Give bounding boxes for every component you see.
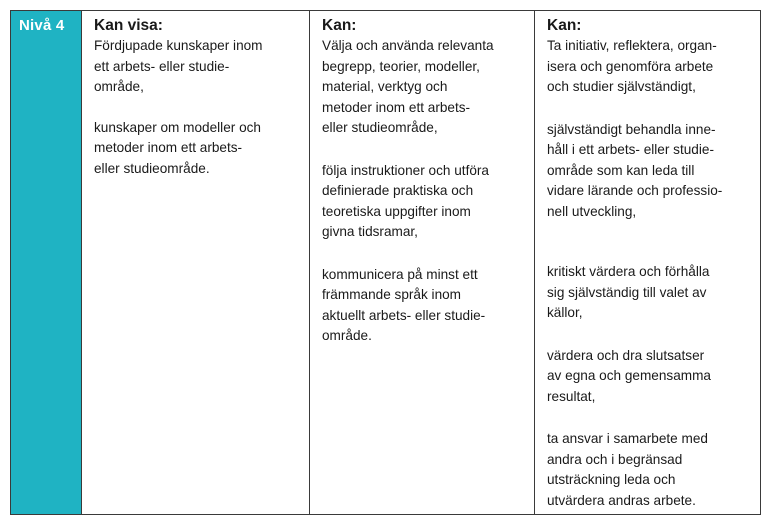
competence-column: [535, 11, 760, 514]
column-heading: Kan:: [547, 17, 582, 34]
skills-column: [310, 11, 535, 514]
list-item: Välja och använda relevanta begrepp, teorier, modeller, material, verktyg och metoder inom ett arbets- eller studieområde,: [322, 38, 494, 135]
list-item: kommunicera på minst ett främmande språk inom aktuellt arbets- eller studie- område.: [322, 266, 486, 343]
list-item: ta ansvar i samarbete med andra och i begränsad utsträckning leda och utvärdera andras arbete.: [547, 431, 708, 508]
list-item: kritiskt värdera och förhålla sig självständig till valet av källor,: [547, 264, 710, 320]
list-item: följa instruktioner och utföra definierade praktiska och teoretiska uppgifter inom givna tidsramar,: [322, 162, 489, 239]
list-item: kunskaper om modeller och metoder inom ett arbets- eller studieområde.: [94, 119, 261, 176]
column-heading: Kan:: [322, 17, 357, 34]
level-table: [10, 10, 761, 515]
level-column: [11, 11, 82, 514]
list-item: Ta initiativ, reflektera, organ- isera och genomföra arbete och studier självständigt,: [547, 38, 717, 94]
list-item: Fördjupade kunskaper inom ett arbets- eller studie- område,: [94, 38, 263, 94]
knowledge-column: [82, 11, 310, 514]
list-item: självständigt behandla inne- håll i ett arbets- eller studie- område som kan leda till vidare lärande och professio- nell utveckling,: [547, 121, 723, 219]
column-heading: Kan visa:: [94, 17, 163, 34]
level-label: Nivå 4: [19, 17, 65, 34]
list-item: värdera och dra slutsatser av egna och gemensamma resultat,: [547, 347, 711, 404]
